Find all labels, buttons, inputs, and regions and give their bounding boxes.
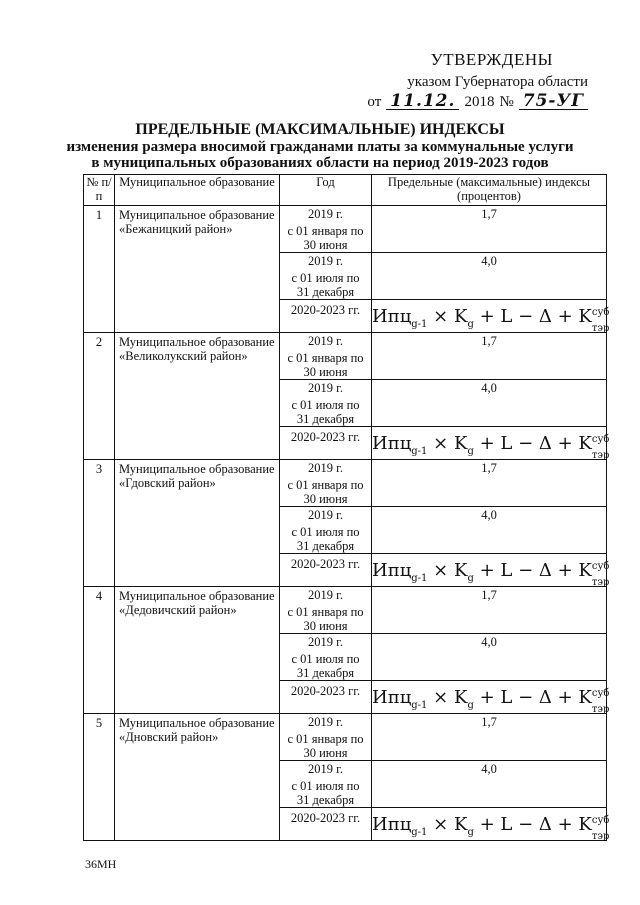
index-table bbox=[83, 174, 610, 842]
period-cell bbox=[280, 333, 372, 380]
period-range: с 01 января по 30 июня bbox=[287, 605, 364, 633]
formula-sup: суб bbox=[591, 307, 610, 318]
period-cell bbox=[280, 380, 372, 427]
period-cell bbox=[280, 507, 372, 554]
table-header-row bbox=[84, 175, 607, 206]
row-number: 5 bbox=[84, 714, 115, 841]
period-year: 2019 г. bbox=[308, 334, 343, 348]
formula-sub-g: g bbox=[467, 700, 474, 711]
approval-year: 2018 bbox=[464, 94, 495, 110]
period-range: с 01 июля по 31 декабря bbox=[291, 271, 360, 299]
index-formula bbox=[372, 681, 610, 715]
index-value: 4,0 bbox=[481, 508, 497, 522]
index-value: 1,7 bbox=[481, 461, 497, 475]
formula-k: K bbox=[454, 687, 468, 708]
formula-ipc: Ипц bbox=[372, 306, 412, 327]
formula-rest: + L − Δ + K bbox=[479, 433, 592, 454]
period-cell bbox=[280, 460, 372, 507]
header-num: № п/п bbox=[84, 175, 115, 206]
document-title: ПРЕДЕЛЬНЫЕ (МАКСИМАЛЬНЫЕ) ИНДЕКСЫ bbox=[135, 121, 505, 138]
index-value: 4,0 bbox=[481, 254, 497, 268]
municipality-name: Муниципальное образование «Дедовичский район» bbox=[115, 587, 280, 714]
period-cell bbox=[280, 253, 372, 300]
footer-code: 36МН bbox=[85, 857, 117, 871]
period-year: 2020-2023 гг. bbox=[290, 684, 361, 698]
row-number: 4 bbox=[84, 587, 115, 714]
formula-rest: + L − Δ + K bbox=[479, 687, 592, 708]
formula-k: K bbox=[454, 560, 468, 581]
approval-decree: указом Губернатора области bbox=[407, 74, 588, 90]
period-cell bbox=[280, 761, 372, 808]
index-cell bbox=[372, 554, 610, 588]
formula-times: × bbox=[433, 433, 449, 454]
formula-supsub bbox=[591, 561, 610, 588]
period-year: 2019 г. bbox=[308, 715, 343, 729]
table-row bbox=[84, 460, 607, 507]
period-cell bbox=[280, 427, 372, 460]
index-value: 1,7 bbox=[481, 334, 497, 348]
period-year: 2020-2023 гг. bbox=[290, 811, 361, 825]
period-year: 2019 г. bbox=[308, 588, 343, 602]
period-range: с 01 июля по 31 декабря bbox=[291, 652, 360, 680]
formula-ipc: Ипц bbox=[372, 814, 412, 835]
index-cell bbox=[372, 587, 607, 634]
row-number: 3 bbox=[84, 460, 115, 587]
index-cell bbox=[372, 507, 607, 554]
table-row bbox=[84, 587, 607, 634]
formula-sub-ter: тэр bbox=[591, 323, 610, 334]
index-cell bbox=[372, 300, 610, 334]
header-municipality: Муниципальное образование bbox=[115, 175, 280, 206]
index-value: 4,0 bbox=[481, 635, 497, 649]
index-cell bbox=[372, 460, 607, 507]
formula-sub-g1: g-1 bbox=[411, 573, 428, 584]
period-range: с 01 июля по 31 декабря bbox=[291, 398, 360, 426]
row-number: 1 bbox=[84, 206, 115, 333]
index-cell bbox=[372, 761, 607, 808]
period-year: 2019 г. bbox=[308, 207, 343, 221]
index-cell bbox=[372, 808, 610, 842]
index-value: 4,0 bbox=[481, 762, 497, 776]
handwritten-date: 11.12. bbox=[386, 93, 459, 110]
formula-sup: суб bbox=[591, 561, 610, 572]
index-formula bbox=[372, 427, 610, 461]
index-formula bbox=[372, 554, 610, 588]
formula-times: × bbox=[433, 560, 449, 581]
formula-supsub bbox=[591, 688, 610, 715]
index-cell bbox=[372, 253, 607, 300]
formula-sub-g: g bbox=[467, 446, 474, 457]
municipality-name: Муниципальное образование «Дновский район» bbox=[115, 714, 280, 841]
period-range: с 01 января по 30 июня bbox=[287, 478, 364, 506]
index-cell bbox=[372, 380, 607, 427]
period-cell bbox=[280, 300, 372, 333]
formula-rest: + L − Δ + K bbox=[479, 560, 592, 581]
municipality-name: Муниципальное образование «Гдовский район» bbox=[115, 460, 280, 587]
header-index: Предельные (максимальные) индексы (процентов) bbox=[372, 175, 607, 206]
period-cell bbox=[280, 206, 372, 253]
period-cell bbox=[280, 808, 372, 841]
document-subtitle-line2: в муниципальных образованиях области на период 2019-2023 годов bbox=[91, 155, 549, 171]
formula-sup: суб bbox=[591, 434, 610, 445]
period-range: с 01 июля по 31 декабря bbox=[291, 779, 360, 807]
formula-sub-g1: g-1 bbox=[411, 446, 428, 457]
period-year: 2019 г. bbox=[308, 381, 343, 395]
formula-supsub bbox=[591, 815, 610, 842]
number-label: № bbox=[499, 94, 514, 110]
formula-k: K bbox=[454, 306, 468, 327]
municipality-name: Муниципальное образование «Великолукский район» bbox=[115, 333, 280, 460]
header-year: Год bbox=[280, 175, 372, 206]
from-label: от bbox=[367, 94, 382, 110]
formula-rest: + L − Δ + K bbox=[479, 814, 592, 835]
period-cell bbox=[280, 587, 372, 634]
formula-sup: суб bbox=[591, 688, 610, 699]
period-cell bbox=[280, 714, 372, 761]
period-year: 2019 г. bbox=[308, 635, 343, 649]
table-row bbox=[84, 333, 607, 380]
formula-times: × bbox=[433, 306, 449, 327]
period-range: с 01 января по 30 июня bbox=[287, 351, 364, 379]
period-year: 2019 г. bbox=[308, 254, 343, 268]
formula-k: K bbox=[454, 433, 468, 454]
formula-sub-g: g bbox=[467, 827, 474, 838]
period-range: с 01 июля по 31 декабря bbox=[291, 525, 360, 553]
index-cell bbox=[372, 206, 607, 253]
index-value: 1,7 bbox=[481, 207, 497, 221]
formula-times: × bbox=[433, 814, 449, 835]
formula-sub-g1: g-1 bbox=[411, 827, 428, 838]
table-row bbox=[84, 206, 607, 253]
document-subtitle-line1: изменения размера вносимой гражданами платы за коммунальные услуги bbox=[66, 139, 574, 155]
index-formula bbox=[372, 300, 610, 334]
formula-times: × bbox=[433, 687, 449, 708]
formula-sub-ter: тэр bbox=[591, 831, 610, 842]
formula-sub-ter: тэр bbox=[591, 577, 610, 588]
index-cell bbox=[372, 634, 607, 681]
formula-ipc: Ипц bbox=[372, 560, 412, 581]
formula-k: K bbox=[454, 814, 468, 835]
period-range: с 01 января по 30 июня bbox=[287, 732, 364, 760]
period-cell bbox=[280, 681, 372, 714]
index-cell bbox=[372, 333, 607, 380]
formula-sub-g1: g-1 bbox=[411, 319, 428, 330]
formula-sub-ter: тэр bbox=[591, 704, 610, 715]
formula-sub-g: g bbox=[467, 573, 474, 584]
formula-rest: + L − Δ + K bbox=[479, 306, 592, 327]
period-cell bbox=[280, 634, 372, 681]
index-cell bbox=[372, 427, 610, 461]
approval-heading: УТВЕРЖДЕНЫ bbox=[430, 50, 553, 69]
index-formula bbox=[372, 808, 610, 842]
formula-sub-g1: g-1 bbox=[411, 700, 428, 711]
period-cell bbox=[280, 554, 372, 587]
formula-sub-g: g bbox=[467, 319, 474, 330]
formula-supsub bbox=[591, 307, 610, 334]
period-year: 2019 г. bbox=[308, 762, 343, 776]
formula-sub-ter: тэр bbox=[591, 450, 610, 461]
period-year: 2020-2023 гг. bbox=[290, 430, 361, 444]
index-value: 4,0 bbox=[481, 381, 497, 395]
row-number: 2 bbox=[84, 333, 115, 460]
index-value: 1,7 bbox=[481, 588, 497, 602]
handwritten-number: 75-УГ bbox=[519, 93, 588, 110]
formula-ipc: Ипц bbox=[372, 433, 412, 454]
index-cell bbox=[372, 714, 607, 761]
index-value: 1,7 bbox=[481, 715, 497, 729]
formula-sup: суб bbox=[591, 815, 610, 826]
period-year: 2019 г. bbox=[308, 461, 343, 475]
index-cell bbox=[372, 681, 610, 715]
approval-block bbox=[367, 50, 588, 111]
formula-ipc: Ипц bbox=[372, 687, 412, 708]
formula-supsub bbox=[591, 434, 610, 461]
period-year: 2020-2023 гг. bbox=[290, 303, 361, 317]
table-row bbox=[84, 714, 607, 761]
period-year: 2019 г. bbox=[308, 508, 343, 522]
period-year: 2020-2023 гг. bbox=[290, 557, 361, 571]
period-range: с 01 января по 30 июня bbox=[287, 224, 364, 252]
municipality-name: Муниципальное образование «Бежаницкий район» bbox=[115, 206, 280, 333]
approval-date-line bbox=[367, 93, 588, 111]
